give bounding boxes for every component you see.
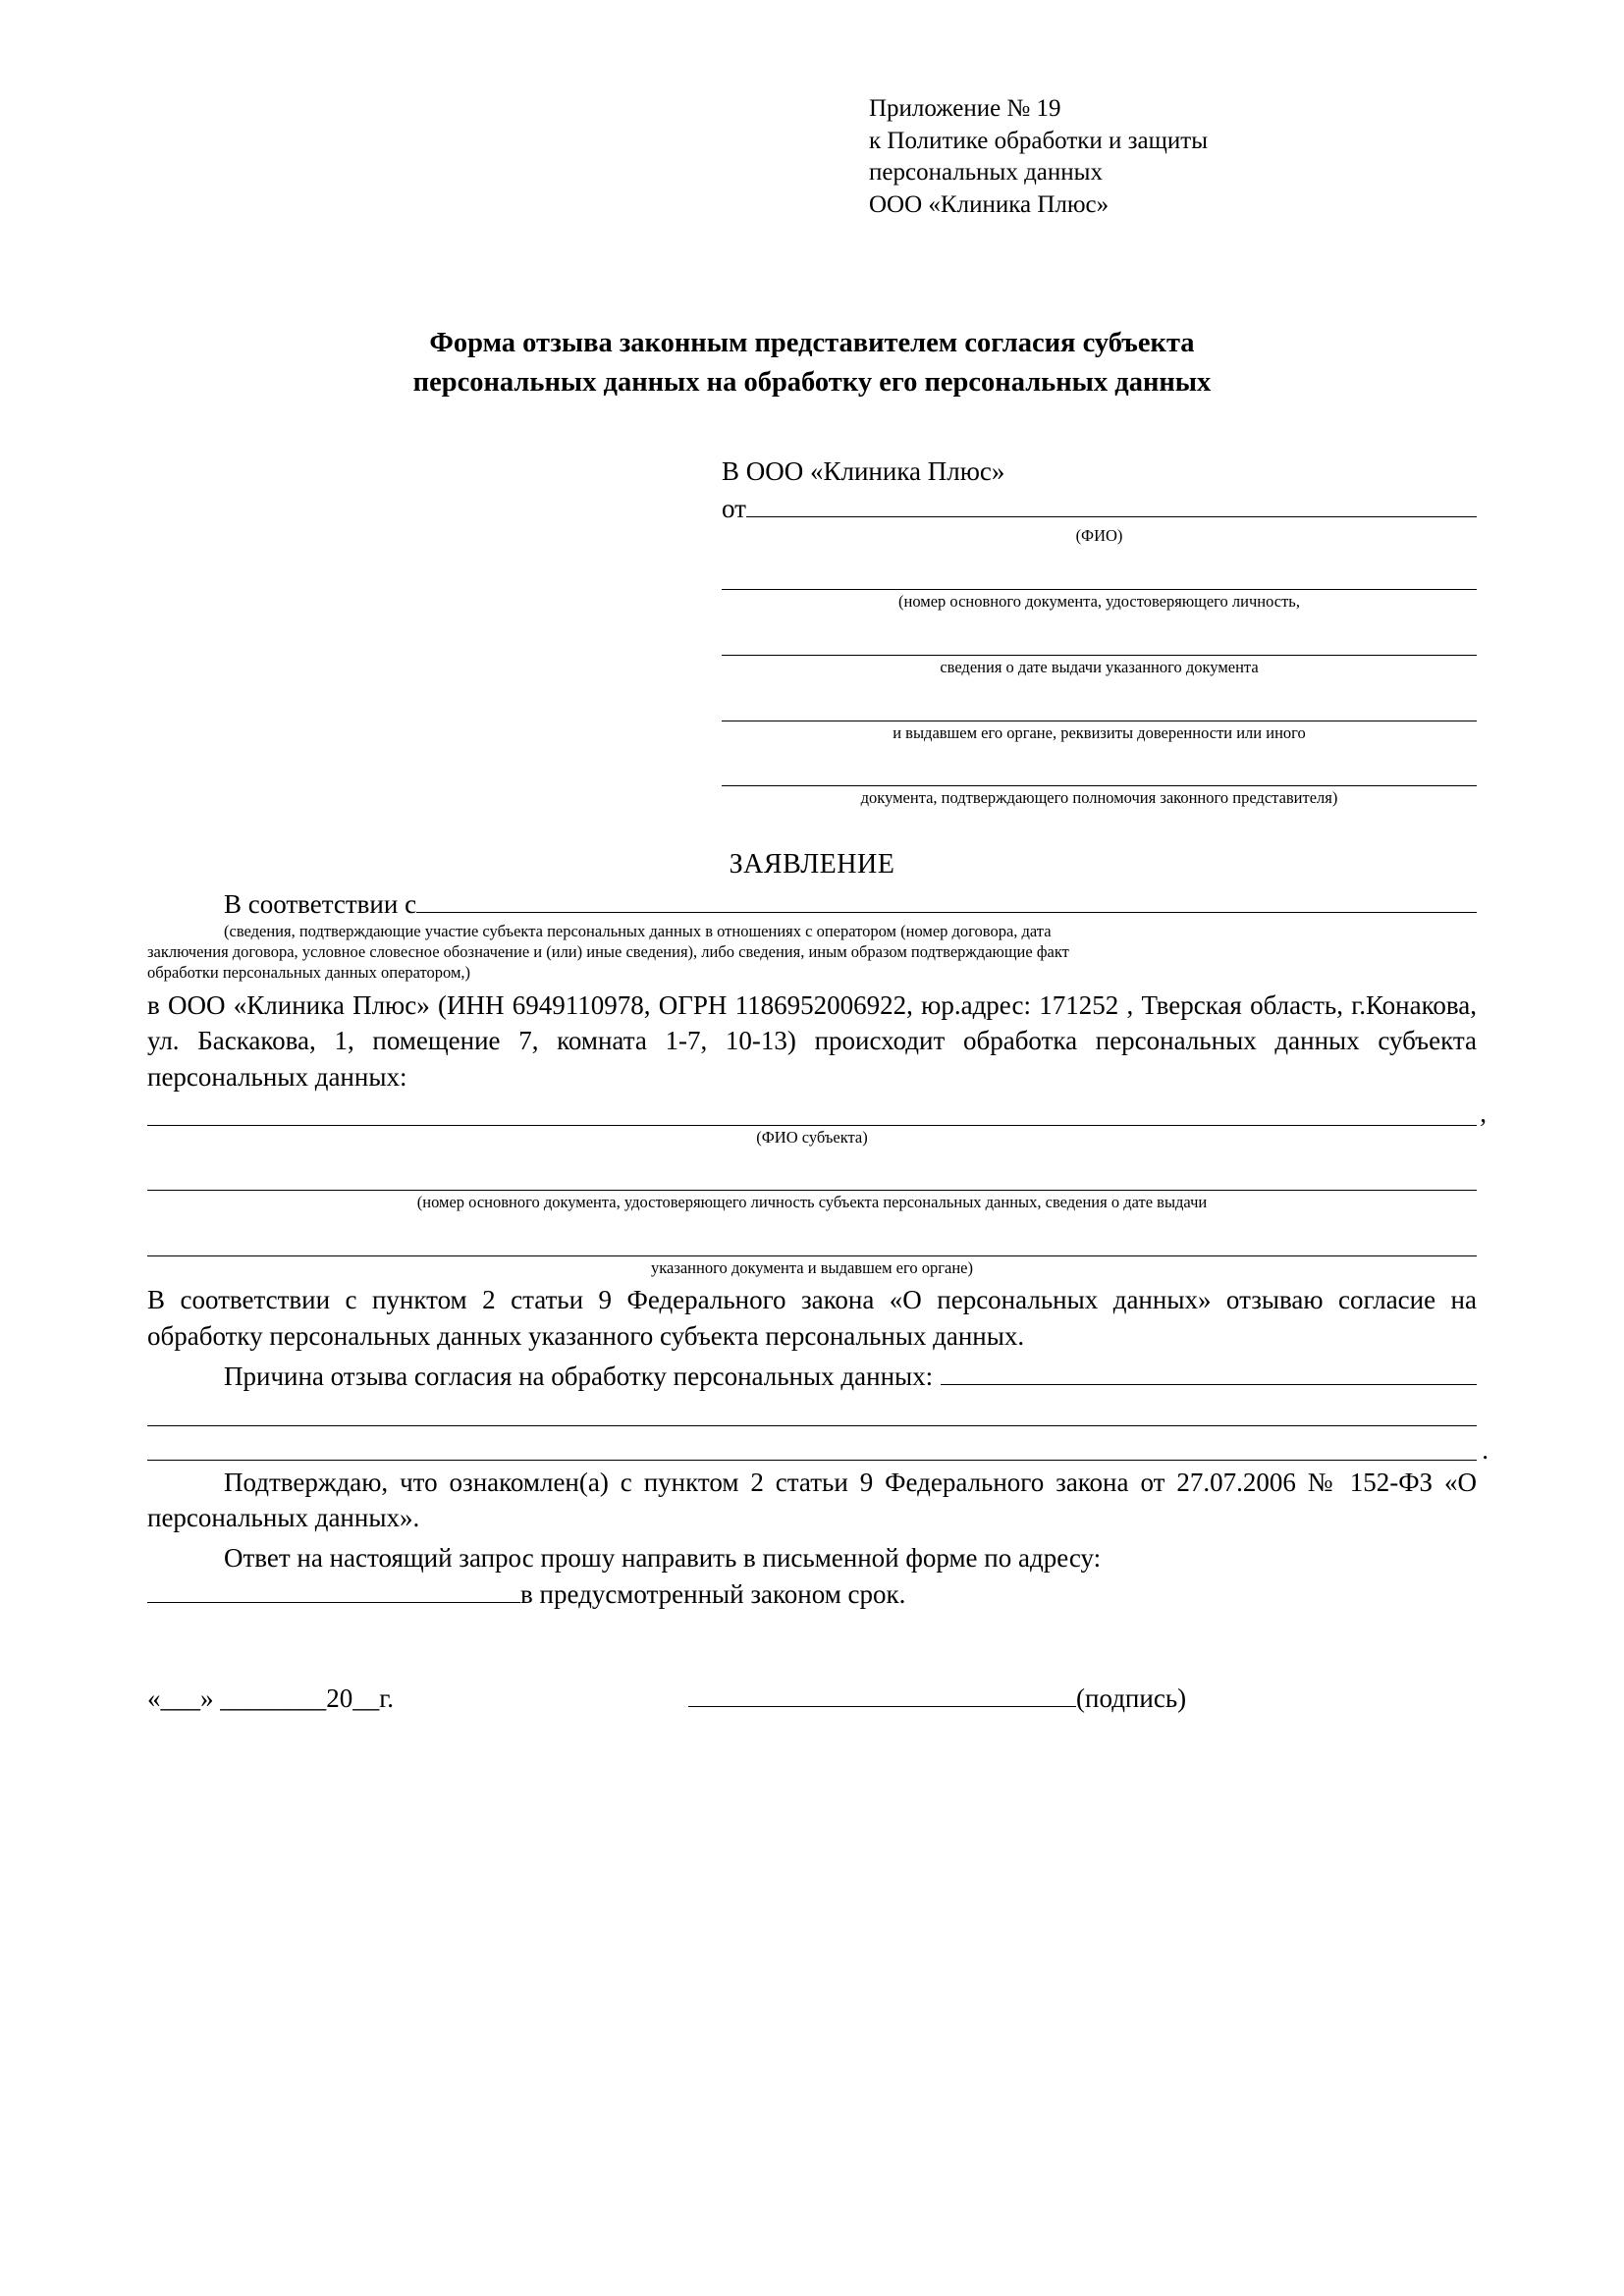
header-policy-line2: персональных данных [869, 159, 1103, 186]
signature-row [147, 1681, 1477, 1714]
statement-note-line3: обработки персональных данных оператором,) [147, 963, 471, 983]
doc-organ-input[interactable] [722, 691, 1477, 721]
statement-intro-label: В соответствии с [224, 889, 417, 920]
subject-fio-caption: (ФИО субъекта) [756, 1127, 868, 1147]
page-title [147, 324, 1477, 402]
revoke-paragraph: В соответствии с пунктом 2 статьи 9 Федерального закона «О персональных данных» отзываю согласие на обработку персональных данных указанного субъекта персональных данных. [147, 1285, 1477, 1351]
organization-paragraph: в ООО «Клиника Плюс» (ИНН 6949110978, ОГРН 1186952006922, юр.адрес: 171252 , Тверская область, г.Конакова, ул. Баскакова, 1, помещение 7, комната 1-7, 10-13) происходит обработка персональных данных субъекта персональных данных: [147, 989, 1477, 1092]
from-label: от [722, 494, 746, 524]
doc-number-input[interactable] [722, 560, 1477, 590]
subject-doc-input-1[interactable] [147, 1160, 1477, 1191]
answer-address-row [147, 1576, 1477, 1610]
statement-note-line1: (сведения, подтверждающие участие субъекта персональных данных в отношениях с оператором (номер договора, дата [224, 922, 1052, 941]
page-title-line1: Форма отзыва законным представителем согласия субъекта [429, 328, 1195, 358]
from-name-input[interactable] [746, 491, 1477, 517]
reason-input-1[interactable] [941, 1359, 1477, 1385]
confirm-paragraph: Подтверждаю, что ознакомлен(а) с пунктом 2 статьи 9 Федерального закона от 27.07.2006 № 152-ФЗ «О персональных данных». [147, 1467, 1477, 1533]
subject-fio-input[interactable] [147, 1095, 1477, 1126]
doc-power-input[interactable] [722, 756, 1477, 786]
doc-power-caption: документа, подтверждающего полномочия законного представителя) [860, 788, 1338, 808]
doc-date-caption: сведения о дате выдачи указанного документа [940, 657, 1259, 676]
from-row [722, 491, 1477, 524]
subject-doc-input-2[interactable] [147, 1226, 1477, 1256]
signature-input[interactable] [688, 1681, 1076, 1707]
reason-row [147, 1359, 1477, 1392]
doc-number-caption: (номер основного документа, удостоверяющего личность, [898, 592, 1300, 612]
answer-address-input[interactable] [147, 1576, 520, 1603]
document-header [869, 93, 1477, 221]
fio-caption: (ФИО) [1075, 526, 1123, 546]
answer-paragraph: Ответ на настоящий запрос прошу направить в письменной форме по адресу: [224, 1542, 1102, 1573]
doc-date-input[interactable] [722, 625, 1477, 656]
subject-doc-caption-2: указанного документа и выдавшем его органе) [651, 1258, 973, 1278]
statement-note [147, 921, 1477, 983]
statement-intro-input[interactable] [416, 886, 1477, 913]
statement-note-line2: заключения договора, условное словесное обозначение и (или) иные сведения), либо сведения, иным образом подтверждающие факт [147, 942, 1069, 962]
reason-label: Причина отзыва согласия на обработку персональных данных: [224, 1361, 934, 1391]
statement-intro-row [147, 886, 1477, 920]
header-policy-line1: к Политике обработки и защиты [869, 127, 1209, 154]
answer-tail: в предусмотренный законом срок. [520, 1578, 906, 1609]
header-appendix-number: Приложение № 19 [869, 95, 1061, 122]
subject-doc-caption-1: (номер основного документа, удостоверяющего личность субъекта персональных данных, сведения о дате выдачи [416, 1193, 1208, 1212]
doc-organ-caption: и выдавшем его органе, реквизиты доверенности или иного [893, 722, 1306, 742]
signature-label: (подпись) [1076, 1682, 1187, 1713]
addressee-to: В ООО «Клиника Плюс» [722, 455, 1005, 486]
statement-heading: ЗАЯВЛЕНИЕ [729, 849, 895, 881]
page-title-line2: персональных данных на обработку его персональных данных [412, 366, 1212, 398]
date-field[interactable]: «___» ________20__г. [147, 1682, 395, 1713]
reason-input-2[interactable] [147, 1392, 1477, 1426]
header-organization: ООО «Клиника Плюс» [869, 190, 1110, 218]
reason-input-3[interactable] [147, 1426, 1477, 1461]
